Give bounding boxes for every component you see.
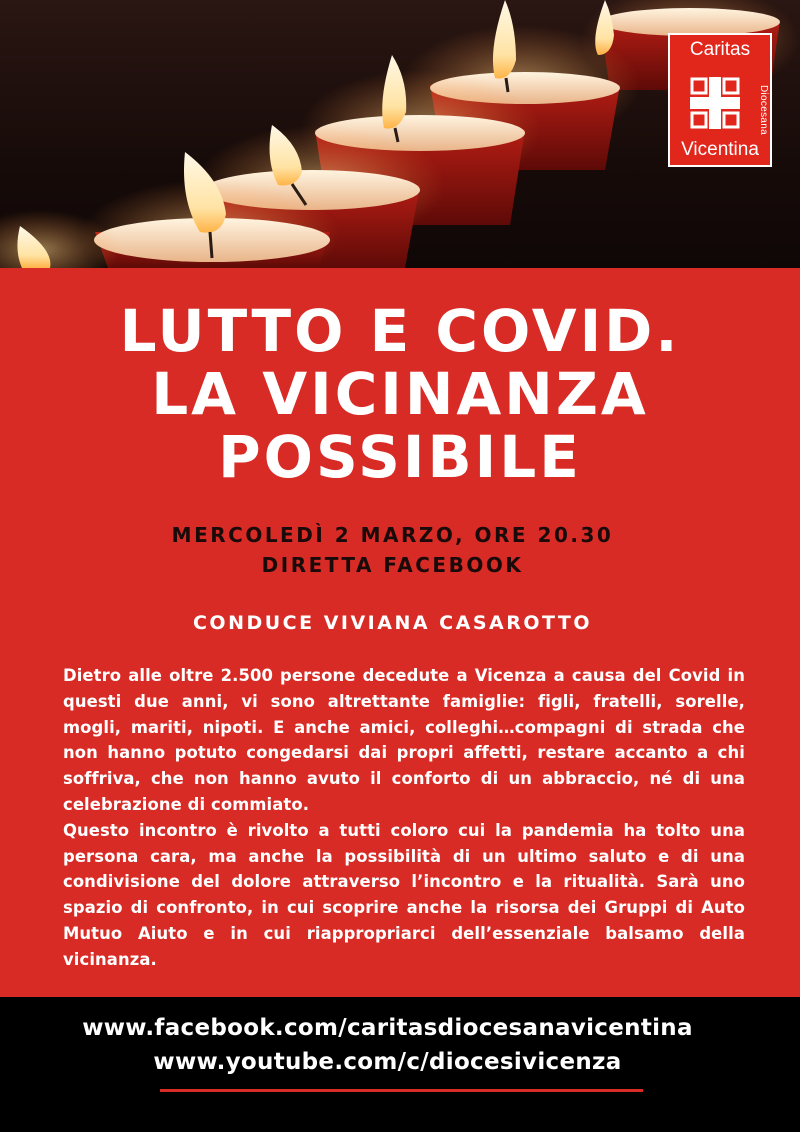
event-host: CONDUCE VIVIANA CASAROTTO xyxy=(192,612,593,634)
header-candles-photo xyxy=(0,0,800,268)
footer-underline xyxy=(160,1089,643,1092)
logo-side-text: Diocesana xyxy=(758,85,769,135)
title-line-3: POSSIBILE xyxy=(218,423,582,491)
description-paragraph-2: Questo incontro è rivolto a tutti coloro cui la pandemia ha tolto una persona cara, ma anche la possibilità di un ultimo saluto e di una condivisione del dolore attraverso l’incontro e la ritualità. Sarà uno spazio di confronto, in cui scoprire anche la risorsa dei Gruppi di Auto Mutuo Aiuto e in cui riappropriarci dell’essenziale balsamo della vicinanza. xyxy=(63,820,745,969)
youtube-link[interactable]: www.youtube.com/c/diocesivicenza xyxy=(153,1049,622,1075)
event-channel: DIRETTA FACEBOOK xyxy=(261,553,524,577)
cross-flame-icon xyxy=(686,73,744,133)
logo-bottom-text: Vicentina xyxy=(681,139,759,160)
description-paragraph-1: Dietro alle oltre 2.500 persone decedute a Vicenza a causa del Covid in questi due anni, vi sono altrettante famiglie: figli, fratelli, sorelle, mogli, mariti, nipoti. E anche amici, colleghi…compagni di strada che non hanno potuto congedarsi dai propri affetti, restare accanto a chi soffriva, che non hanno avuto il conforto di un abbraccio, né di una celebrazione di commiato. xyxy=(63,666,745,814)
title-line-2: LA VICINANZA xyxy=(151,360,649,428)
caritas-logo xyxy=(668,33,772,167)
logo-top-text: Caritas xyxy=(689,39,751,60)
page-title xyxy=(0,297,800,491)
event-date-time: MERCOLEDÌ 2 MARZO, ORE 20.30 xyxy=(171,523,614,547)
event-description xyxy=(63,663,745,973)
footer xyxy=(0,997,800,1132)
title-line-1: LUTTO E COVID. xyxy=(119,297,681,365)
facebook-link[interactable]: www.facebook.com/caritasdiocesanavicentina xyxy=(82,1015,693,1041)
event-info xyxy=(0,520,785,580)
